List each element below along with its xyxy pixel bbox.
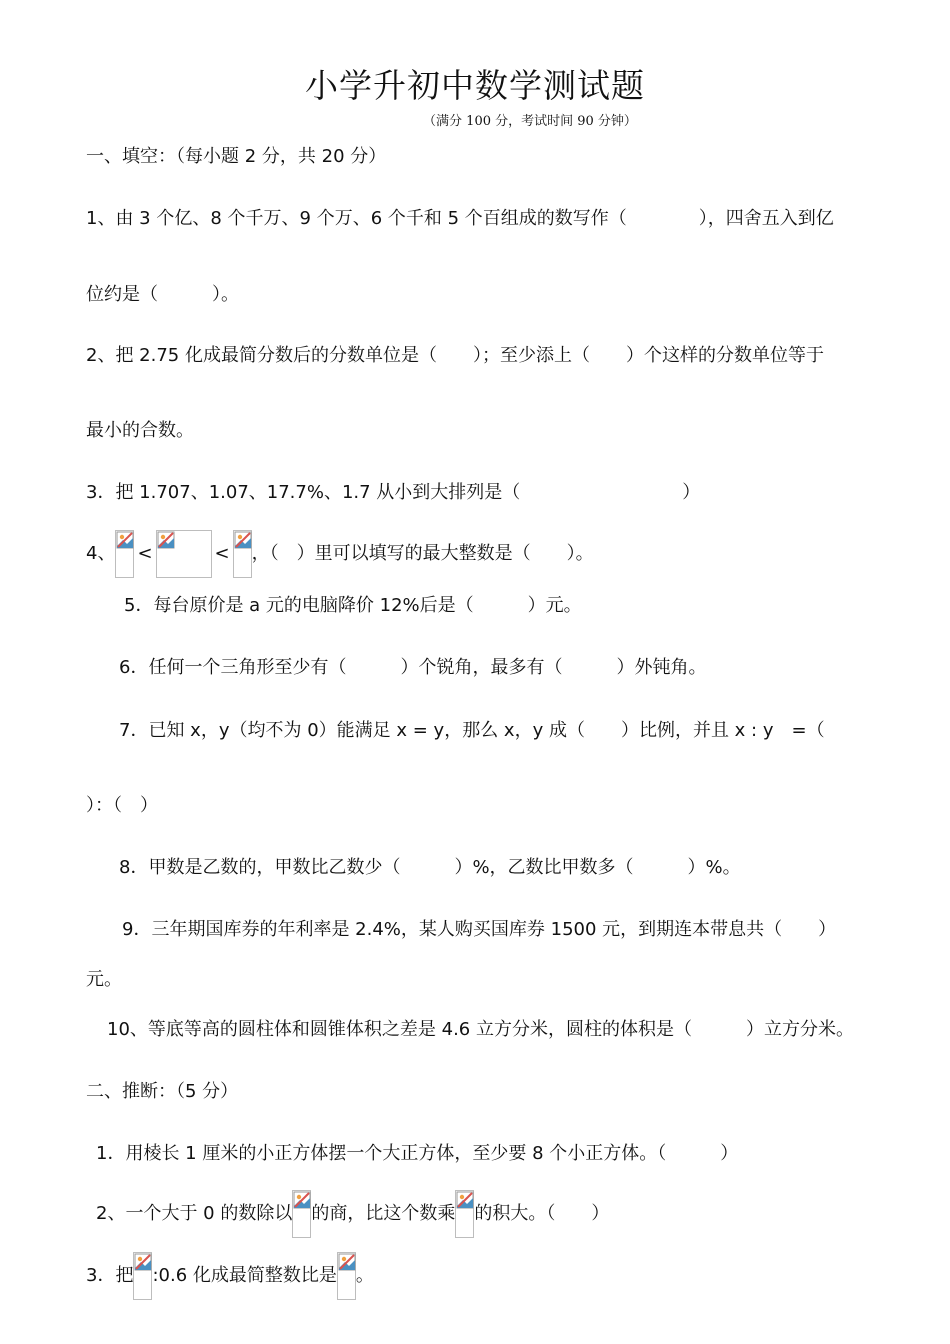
judge-2-part-2: 的商，比这个数乘 [311, 1203, 456, 1224]
question-2-line-1: 2、把 2.75 化成最简分数后的分数单位是（ ）；至少添上（ ）个这样的分数单位等于 [86, 345, 824, 366]
question-9-line-2: 元。 [86, 969, 122, 990]
broken-image-icon [292, 1190, 311, 1238]
section-2-heading: 二、推断：（5 分） [86, 1081, 239, 1102]
question-4 [86, 530, 594, 578]
broken-image-icon [337, 1252, 356, 1300]
judge-2-part-1: 2、一个大于 0 的数除以 [96, 1203, 293, 1224]
judge-1: 1．用棱长 1 厘米的小正方体摆一个大正方体，至少要 8 个小正方体。（ ） [96, 1143, 739, 1164]
page-title: 小学升初中数学测试题 [305, 66, 645, 105]
question-9-line-1: 9．三年期国库券的年利率是 2.4%，某人购买国库券 1500 元，到期连本带息共（ ） [122, 919, 837, 940]
page-subtitle: （满分 100 分，考试时间 90 分钟） [423, 114, 637, 129]
broken-image-icon [156, 530, 212, 578]
question-7-line-2: ）：（ ） [86, 795, 158, 816]
question-4-prefix: 4、 [86, 543, 116, 564]
question-8: 8．甲数是乙数的，甲数比乙数少（ ）%，乙数比甲数多（ ）%。 [119, 857, 741, 878]
broken-image-icon [455, 1190, 474, 1238]
judge-3 [86, 1252, 374, 1300]
question-6: 6．任何一个三角形至少有（ ）个锐角，最多有（ ）外钝角。 [119, 657, 707, 678]
broken-image-icon [233, 530, 252, 578]
broken-image-icon [115, 530, 134, 578]
question-1-line-1: 1、由 3 个亿、8 个千万、9 个万、6 个千和 5 个百组成的数写作（ ），四舍五入到亿 [86, 208, 834, 229]
question-1-line-2: 位约是（ ）。 [86, 284, 239, 305]
question-5: 5．每台原价是 a 元的电脑降价 12%后是（ ）元。 [124, 595, 582, 616]
less-than-sign-2: < [214, 543, 230, 564]
question-7-line-1: 7．已知 x，y（均不为 0）能满足 x = y，那么 x，y 成（ ）比例，并且 x : y =（ [119, 720, 825, 741]
question-10: 10、等底等高的圆柱体和圆锥体积之差是 4.6 立方分米，圆柱的体积是（ ）立方分米。 [107, 1019, 854, 1040]
question-2-line-2: 最小的合数。 [86, 420, 194, 441]
question-4-suffix: ，（ ）里可以填写的最大整数是（ ）。 [251, 543, 594, 564]
less-than-sign-1: < [137, 543, 153, 564]
section-1-heading: 一、填空：（每小题 2 分，共 20 分） [86, 146, 387, 167]
judge-3-part-2: :0.6 化成最简整数比是 [152, 1265, 337, 1286]
broken-image-icon [133, 1252, 152, 1300]
question-3: 3．把 1.707、1.07、17.7%、1.7 从小到大排列是（ ） [86, 482, 701, 503]
judge-3-part-1: 3．把 [86, 1265, 134, 1286]
judge-3-part-3: 。 [355, 1265, 374, 1286]
judge-2 [96, 1190, 609, 1238]
judge-2-part-3: 的积大。（ ） [474, 1203, 610, 1224]
